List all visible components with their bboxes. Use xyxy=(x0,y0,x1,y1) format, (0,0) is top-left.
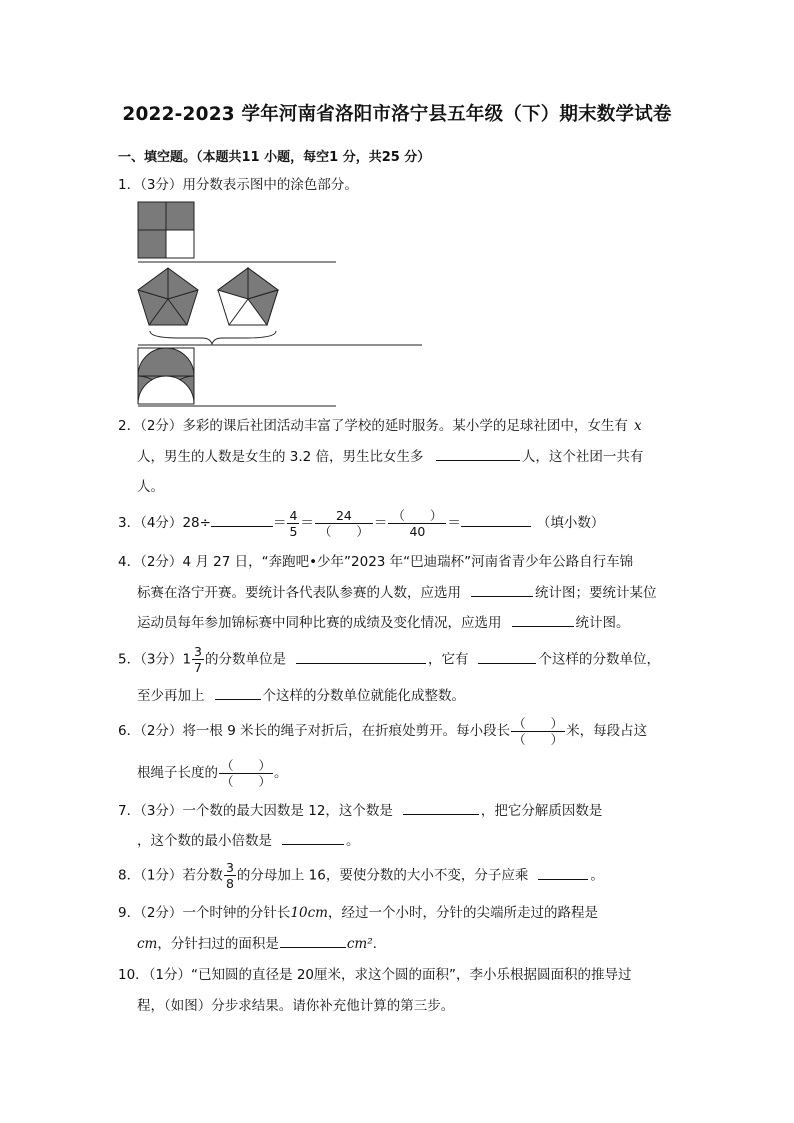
q3-equals-1: ＝ xyxy=(272,515,287,531)
question-4-line-3 xyxy=(137,612,630,633)
question-9-line-2 xyxy=(137,933,377,954)
q3-f3-numerator-blank[interactable]: （ ） xyxy=(388,508,446,524)
q2-score: （2分） xyxy=(140,418,183,434)
q3-equals-2: ＝ xyxy=(300,515,314,531)
q7-text-c: ，这个数的最小倍数是 xyxy=(137,833,272,849)
question-6-line-2 xyxy=(137,756,288,790)
q9-unit-1: cm xyxy=(137,936,158,952)
question-6 xyxy=(118,714,647,748)
q3-equals-3: ＝ xyxy=(373,515,388,531)
q7-blank-1[interactable] xyxy=(403,800,479,815)
q4-number: 4． xyxy=(118,554,141,570)
q10-score: （1分） xyxy=(148,967,192,983)
question-5-line-2 xyxy=(137,685,465,706)
q4-line-3b: 统计图。 xyxy=(575,615,630,631)
q4-score: （2分） xyxy=(140,554,183,570)
q6-text-c: 根绳子长度的 xyxy=(137,765,218,781)
pentagon-full-figure xyxy=(138,268,198,325)
question-7 xyxy=(118,800,602,821)
q5-whole: 1 xyxy=(182,651,192,668)
q2-number: 2． xyxy=(118,418,141,434)
q5-score: （3分） xyxy=(140,651,183,668)
question-8 xyxy=(118,860,604,891)
q6-f2-denominator-blank[interactable]: （ ） xyxy=(221,773,272,789)
q5-text-e: 个这样的分数单位就能化成整数。 xyxy=(262,688,465,704)
q9-score: （2分） xyxy=(140,905,183,921)
q5-denominator: 7 xyxy=(194,660,202,675)
q2-variable: x xyxy=(633,418,642,434)
q9-number: 9． xyxy=(118,905,141,921)
q6-text-a: 将一根 9 米长的绳子对折后，在折痕处剪开。每小段长 xyxy=(182,723,511,739)
q3-f3-denominator: 40 xyxy=(409,523,426,539)
q6-f1-numerator-blank[interactable]: （ ） xyxy=(513,715,564,731)
question-7-line-2 xyxy=(137,830,360,851)
q3-f1-denominator: 5 xyxy=(289,523,298,539)
q1-score: （3分） xyxy=(140,177,183,193)
q10-line-2: 程，（如图）分步求结果。请你补充他计算的第三步。 xyxy=(137,998,455,1014)
q3-start: 28÷ xyxy=(182,515,211,531)
q1-figures xyxy=(130,198,430,408)
q6-f2-numerator-blank[interactable]: （ ） xyxy=(221,757,272,773)
q8-score: （1分） xyxy=(140,867,183,884)
question-5 xyxy=(118,644,660,675)
q6-text-b: 米，每段占这 xyxy=(566,723,648,739)
q7-text-a: 一个数的最大因数是 12，这个数是 xyxy=(182,803,393,819)
question-4 xyxy=(118,552,633,572)
q2-line-2a: 人，男生的人数是女生的 3.2 倍，男生比女生多 xyxy=(137,449,424,465)
q8-number: 8． xyxy=(118,867,141,884)
q3-blank-2[interactable] xyxy=(461,512,531,527)
q8-denominator: 8 xyxy=(225,876,234,891)
q7-text-d: 。 xyxy=(346,833,360,849)
q7-number: 7． xyxy=(118,803,141,819)
q9-text-b: ，经过一个小时，分针的尖端所走过的路程是 xyxy=(327,905,598,921)
q5-text-d: 至少再加上 xyxy=(137,688,205,704)
q3-score: （4分） xyxy=(140,515,183,531)
q8-numerator: 3 xyxy=(225,860,234,875)
q7-blank-2[interactable] xyxy=(282,830,344,845)
brace-icon xyxy=(150,331,276,344)
q10-number: 10． xyxy=(118,967,149,983)
q9-text-d: . xyxy=(372,936,377,952)
q7-score: （3分） xyxy=(140,803,183,819)
q5-text-b: ，它有 xyxy=(427,651,469,668)
q7-text-b: ，把它分解质因数是 xyxy=(480,803,603,819)
q5-number: 5． xyxy=(118,651,141,668)
question-4-line-2 xyxy=(137,582,657,603)
question-9 xyxy=(118,903,598,923)
circle-square-figure xyxy=(138,348,194,404)
q3-equals-4: ＝ xyxy=(447,515,461,531)
q6-number: 6． xyxy=(118,723,141,739)
q3-end: （填小数） xyxy=(536,515,605,531)
q5-text-a: 的分数单位是 xyxy=(204,651,286,668)
q2-line-2b: 人，这个社团一共有 xyxy=(521,449,644,465)
q5-blank-3[interactable] xyxy=(215,685,261,700)
q9-text-a: 一个时钟的分针长 xyxy=(182,905,291,921)
q2-answer-blank[interactable] xyxy=(436,446,520,461)
q6-fraction-1[interactable] xyxy=(511,716,565,747)
q8-fraction xyxy=(224,860,236,891)
q6-score: （2分） xyxy=(140,723,183,739)
q4-blank-2[interactable] xyxy=(512,612,574,627)
q3-f2-numerator: 24 xyxy=(315,508,373,524)
q2-line-1: 多彩的课后社团活动丰富了学校的延时服务。某小学的足球社团中，女生有 xyxy=(182,418,628,434)
q4-line-2b: 统计图；要统计某位 xyxy=(535,585,657,601)
square-figure xyxy=(138,202,194,258)
q8-text-b: 的分母加上 16，要使分数的大小不变，分子应乘 xyxy=(236,867,529,884)
q10-line-1: “已知圆的直径是 20厘米，求这个圆的面积”，李小乐根据圆面积的推导过 xyxy=(191,967,632,983)
q2-line-3: 人。 xyxy=(137,479,164,495)
q3-blank-1[interactable] xyxy=(211,512,273,527)
q4-line-1: 4 月 27 日，“奔跑吧•少年”2023 年“巴迪瑞杯”河南省青少年公路自行车锦 xyxy=(182,554,634,570)
q9-length: 10cm xyxy=(290,905,328,921)
q1-text: 用分数表示图中的涂色部分。 xyxy=(182,177,358,193)
q5-numerator: 3 xyxy=(194,644,202,659)
q5-text-c: 个这样的分数单位， xyxy=(538,651,660,668)
q1-number: 1． xyxy=(118,177,141,193)
question-10 xyxy=(118,965,632,985)
q3-fraction-2 xyxy=(315,508,373,539)
q3-f1-numerator: 4 xyxy=(289,507,298,523)
question-2 xyxy=(118,416,642,436)
q8-blank[interactable] xyxy=(538,865,588,880)
q4-blank-1[interactable] xyxy=(471,582,533,597)
question-3 xyxy=(118,506,604,540)
q9-blank[interactable] xyxy=(280,933,346,948)
q6-f1-denominator-blank[interactable]: （ ） xyxy=(513,731,564,747)
q5-blank-2[interactable] xyxy=(478,649,536,664)
q3-fraction-1 xyxy=(287,508,299,539)
q9-text-c: ，分针扫过的面积是 xyxy=(157,936,279,952)
q5-blank-1[interactable] xyxy=(296,649,426,664)
q8-text-c: 。 xyxy=(590,867,604,884)
q4-line-2a: 标赛在洛宁开赛。要统计各代表队参赛的人数，应选用 xyxy=(137,585,461,601)
pentagon-partial-figure xyxy=(218,268,278,325)
q5-fraction xyxy=(192,644,204,675)
q3-number: 3． xyxy=(118,515,141,531)
q4-line-3a: 运动员每年参加锦标赛中同种比赛的成绩及变化情况，应选用 xyxy=(137,615,502,631)
q3-f2-denominator-blank[interactable]: （ ） xyxy=(318,523,369,539)
q6-text-d: 。 xyxy=(274,765,288,781)
page-title: 2022-2023 学年河南省洛阳市洛宁县五年级（下）期末数学试卷 xyxy=(122,104,672,125)
question-2-line-2 xyxy=(137,446,643,467)
q3-fraction-3 xyxy=(388,508,446,539)
q6-fraction-2[interactable] xyxy=(219,758,273,789)
section-heading: 一、填空题。（本题共11 小题，每空1 分，共25 分） xyxy=(118,150,431,165)
q9-unit-2: cm² xyxy=(346,936,373,952)
question-1 xyxy=(118,175,358,195)
q8-text-a: 若分数 xyxy=(182,867,223,884)
